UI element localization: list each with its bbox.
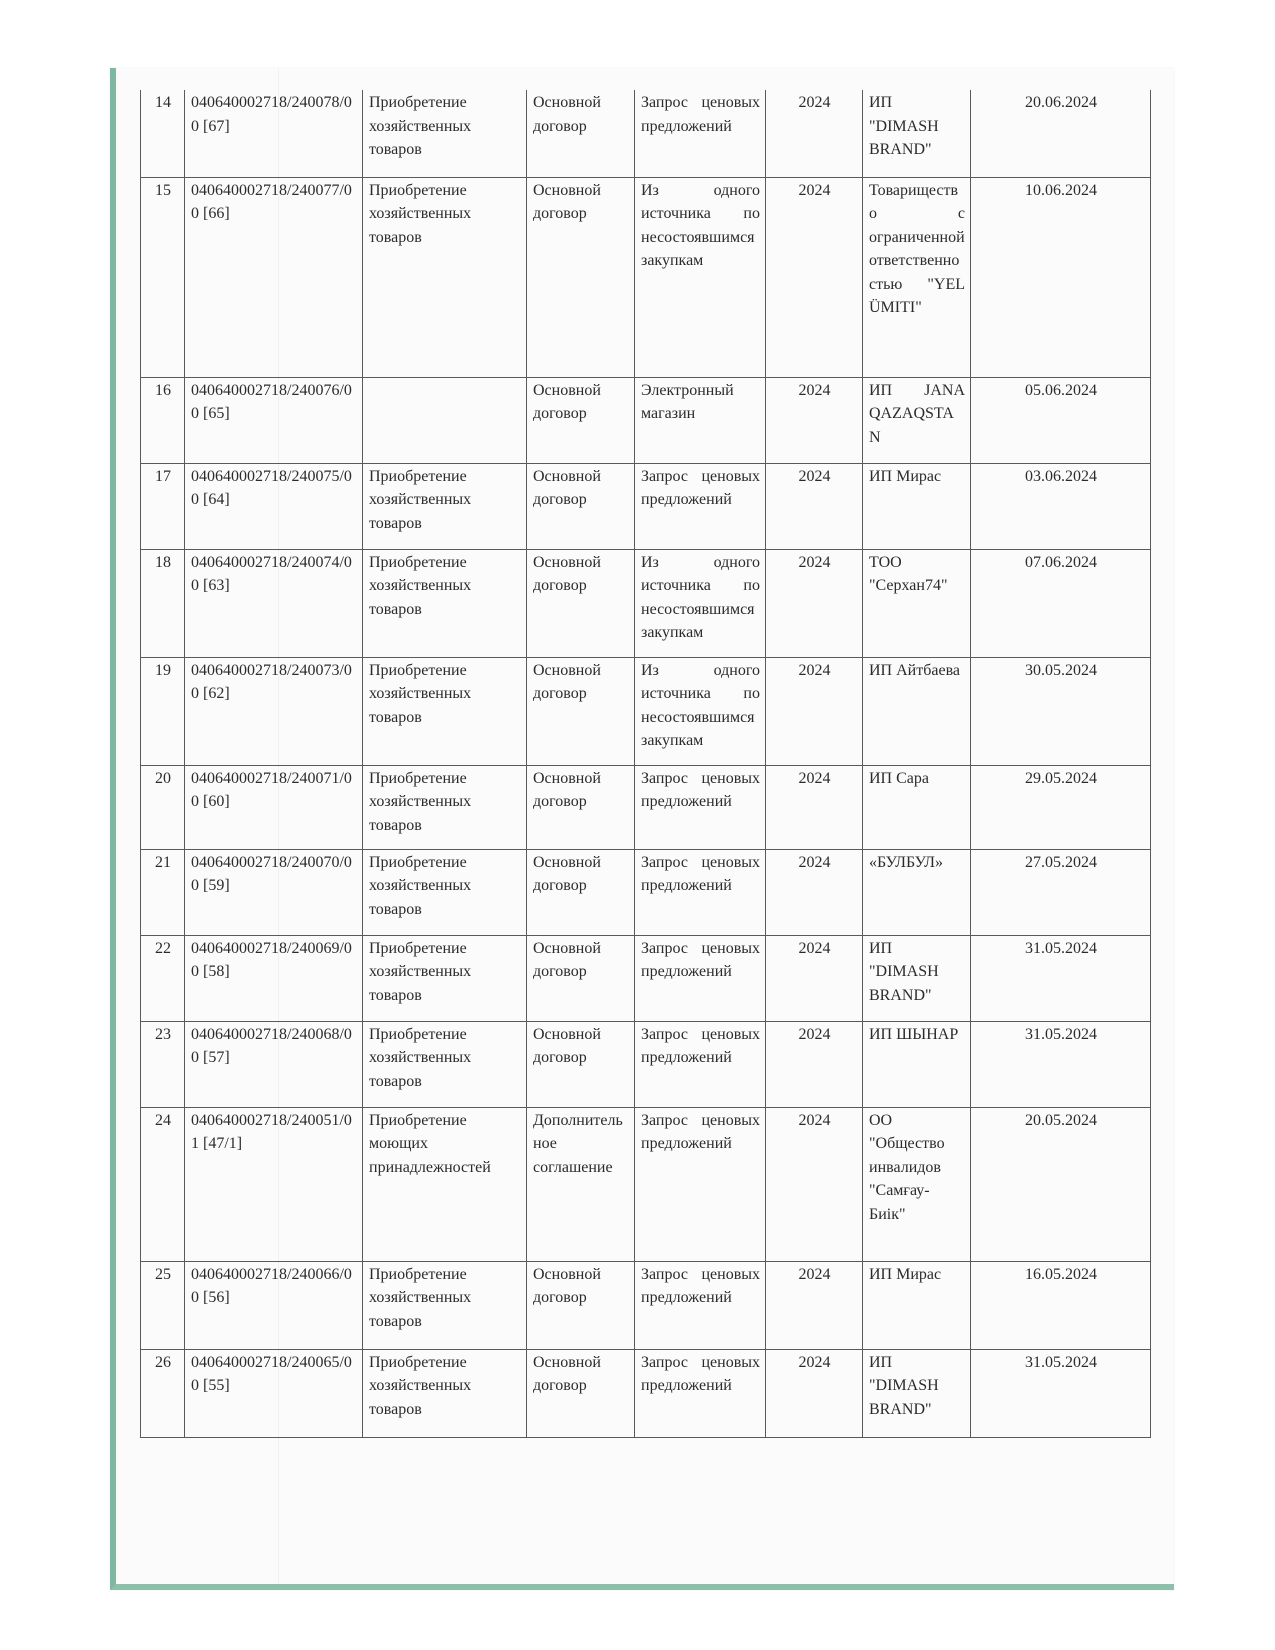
contract-type-cell: Основной договор	[527, 90, 635, 177]
row-number-cell: 16	[141, 377, 185, 463]
purchase-subject-cell: Приобретение хозяйственных товаров	[363, 1021, 527, 1107]
contract-date-cell: 31.05.2024	[971, 1021, 1151, 1107]
table-row	[141, 1261, 1151, 1349]
procurement-method-cell: Запрос ценовых предложений	[635, 935, 766, 1021]
year-cell: 2024	[766, 765, 863, 849]
procurement-method-cell: Из одного источника по несостоявшимся закупкам	[635, 549, 766, 657]
purchase-subject-cell: Приобретение хозяйственных товаров	[363, 90, 527, 177]
supplier-cell: ОО "Общество инвалидов "Самғау-Биік"	[863, 1107, 971, 1261]
year-cell: 2024	[766, 1021, 863, 1107]
contracts-table	[140, 90, 1151, 1438]
contract-code-cell: 040640002718/240070/00 [59]	[185, 849, 363, 935]
table-row	[141, 765, 1151, 849]
row-number-cell: 23	[141, 1021, 185, 1107]
contract-date-cell: 31.05.2024	[971, 1349, 1151, 1437]
contract-type-cell: Основной договор	[527, 849, 635, 935]
row-number-cell: 19	[141, 657, 185, 765]
table-row	[141, 463, 1151, 549]
year-cell: 2024	[766, 177, 863, 377]
procurement-method-cell: Запрос ценовых предложений	[635, 463, 766, 549]
row-number-cell: 14	[141, 90, 185, 177]
table-row	[141, 657, 1151, 765]
year-cell: 2024	[766, 1107, 863, 1261]
contract-date-cell: 31.05.2024	[971, 935, 1151, 1021]
procurement-method-cell: Из одного источника по несостоявшимся закупкам	[635, 177, 766, 377]
contract-code-cell: 040640002718/240074/00 [63]	[185, 549, 363, 657]
purchase-subject-cell: Приобретение хозяйственных товаров	[363, 177, 527, 377]
procurement-method-cell: Запрос ценовых предложений	[635, 90, 766, 177]
contract-type-cell: Основной договор	[527, 177, 635, 377]
row-number-cell: 25	[141, 1261, 185, 1349]
procurement-method-cell: Из одного источника по несостоявшимся закупкам	[635, 657, 766, 765]
supplier-cell: ТОО "Серхан74"	[863, 549, 971, 657]
row-number-cell: 18	[141, 549, 185, 657]
contract-date-cell: 29.05.2024	[971, 765, 1151, 849]
row-number-cell: 17	[141, 463, 185, 549]
contract-date-cell: 03.06.2024	[971, 463, 1151, 549]
purchase-subject-cell: Приобретение хозяйственных товаров	[363, 1261, 527, 1349]
supplier-cell: «БУЛБУЛ»	[863, 849, 971, 935]
supplier-cell: ИП ШЫНАР	[863, 1021, 971, 1107]
contract-code-cell: 040640002718/240078/00 [67]	[185, 90, 363, 177]
table-row	[141, 90, 1151, 177]
year-cell: 2024	[766, 1349, 863, 1437]
contracts-table-body	[141, 90, 1151, 1437]
contract-type-cell: Основной договор	[527, 1261, 635, 1349]
purchase-subject-cell	[363, 377, 527, 463]
contract-code-cell: 040640002718/240065/00 [55]	[185, 1349, 363, 1437]
purchase-subject-cell: Приобретение моющих принадлежностей	[363, 1107, 527, 1261]
table-row	[141, 1349, 1151, 1437]
contract-date-cell: 20.05.2024	[971, 1107, 1151, 1261]
purchase-subject-cell: Приобретение хозяйственных товаров	[363, 657, 527, 765]
table-row	[141, 935, 1151, 1021]
contract-date-cell: 30.05.2024	[971, 657, 1151, 765]
contract-code-cell: 040640002718/240071/00 [60]	[185, 765, 363, 849]
year-cell: 2024	[766, 657, 863, 765]
year-cell: 2024	[766, 935, 863, 1021]
contract-date-cell: 20.06.2024	[971, 90, 1151, 177]
procurement-method-cell: Запрос ценовых предложений	[635, 765, 766, 849]
year-cell: 2024	[766, 463, 863, 549]
table-row	[141, 549, 1151, 657]
row-number-cell: 22	[141, 935, 185, 1021]
table-row	[141, 177, 1151, 377]
row-number-cell: 26	[141, 1349, 185, 1437]
contract-code-cell: 040640002718/240077/00 [66]	[185, 177, 363, 377]
table-row	[141, 377, 1151, 463]
row-number-cell: 15	[141, 177, 185, 377]
year-cell: 2024	[766, 1261, 863, 1349]
contract-type-cell: Основной договор	[527, 1349, 635, 1437]
purchase-subject-cell: Приобретение хозяйственных товаров	[363, 935, 527, 1021]
row-number-cell: 20	[141, 765, 185, 849]
contract-type-cell: Основной договор	[527, 765, 635, 849]
contract-type-cell: Дополнительное соглашение	[527, 1107, 635, 1261]
purchase-subject-cell: Приобретение хозяйственных товаров	[363, 1349, 527, 1437]
procurement-method-cell: Электронный магазин	[635, 377, 766, 463]
contract-type-cell: Основной договор	[527, 549, 635, 657]
purchase-subject-cell: Приобретение хозяйственных товаров	[363, 549, 527, 657]
supplier-cell: ИП Мирас	[863, 463, 971, 549]
contract-code-cell: 040640002718/240076/00 [65]	[185, 377, 363, 463]
table-row	[141, 1107, 1151, 1261]
procurement-method-cell: Запрос ценовых предложений	[635, 849, 766, 935]
contract-type-cell: Основной договор	[527, 463, 635, 549]
contract-date-cell: 10.06.2024	[971, 177, 1151, 377]
supplier-cell: ИП "DIMASH BRAND"	[863, 1349, 971, 1437]
procurement-method-cell: Запрос ценовых предложений	[635, 1349, 766, 1437]
purchase-subject-cell: Приобретение хозяйственных товаров	[363, 463, 527, 549]
supplier-cell: ИП "DIMASH BRAND"	[863, 90, 971, 177]
supplier-cell: ИП JANA QAZAQSTAN	[863, 377, 971, 463]
year-cell: 2024	[766, 549, 863, 657]
table-row	[141, 849, 1151, 935]
contract-date-cell: 27.05.2024	[971, 849, 1151, 935]
year-cell: 2024	[766, 849, 863, 935]
contract-code-cell: 040640002718/240073/00 [62]	[185, 657, 363, 765]
row-number-cell: 24	[141, 1107, 185, 1261]
contract-code-cell: 040640002718/240051/01 [47/1]	[185, 1107, 363, 1261]
year-cell: 2024	[766, 377, 863, 463]
supplier-cell: ИП Айтбаева	[863, 657, 971, 765]
contract-code-cell: 040640002718/240069/00 [58]	[185, 935, 363, 1021]
contract-type-cell: Основной договор	[527, 1021, 635, 1107]
procurement-method-cell: Запрос ценовых предложений	[635, 1261, 766, 1349]
purchase-subject-cell: Приобретение хозяйственных товаров	[363, 849, 527, 935]
procurement-method-cell: Запрос ценовых предложений	[635, 1107, 766, 1261]
procurement-method-cell: Запрос ценовых предложений	[635, 1021, 766, 1107]
contract-code-cell: 040640002718/240075/00 [64]	[185, 463, 363, 549]
contract-code-cell: 040640002718/240068/00 [57]	[185, 1021, 363, 1107]
row-number-cell: 21	[141, 849, 185, 935]
contract-type-cell: Основной договор	[527, 377, 635, 463]
contract-date-cell: 16.05.2024	[971, 1261, 1151, 1349]
supplier-cell: ИП Мирас	[863, 1261, 971, 1349]
contract-type-cell: Основной договор	[527, 657, 635, 765]
contract-type-cell: Основной договор	[527, 935, 635, 1021]
table-row	[141, 1021, 1151, 1107]
supplier-cell: ИП Сара	[863, 765, 971, 849]
supplier-cell: Товарищество с ограниченной ответственностью "YEL ÜMITI"	[863, 177, 971, 377]
purchase-subject-cell: Приобретение хозяйственных товаров	[363, 765, 527, 849]
year-cell: 2024	[766, 90, 863, 177]
contract-date-cell: 07.06.2024	[971, 549, 1151, 657]
contract-code-cell: 040640002718/240066/00 [56]	[185, 1261, 363, 1349]
supplier-cell: ИП "DIMASH BRAND"	[863, 935, 971, 1021]
contract-date-cell: 05.06.2024	[971, 377, 1151, 463]
